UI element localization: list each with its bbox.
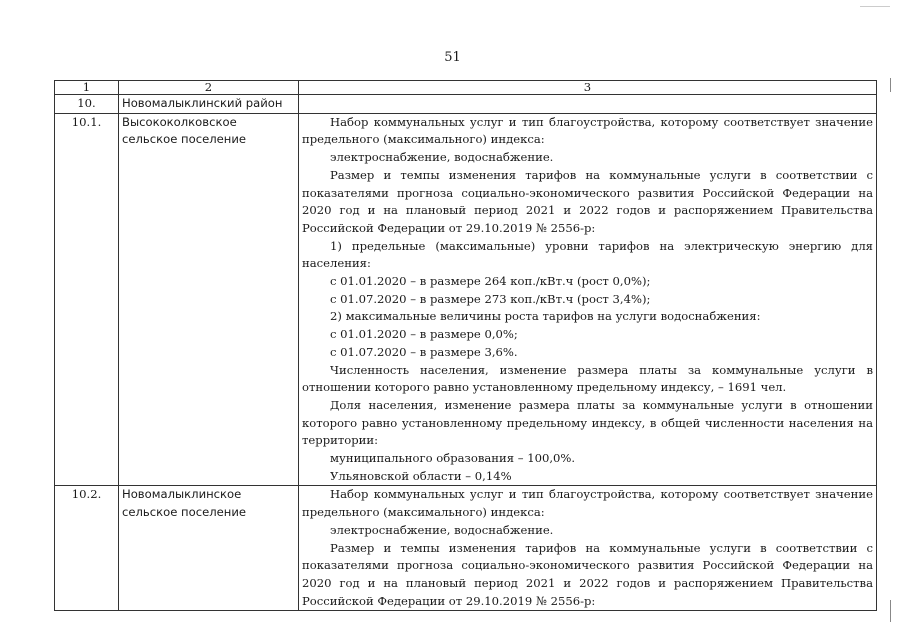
paragraph: Численность населения, изменение размера платы за коммунальные услуги в отношении которого равно установленному предельному индексу, – 1691 чел. — [302, 362, 873, 395]
section-number: 10. — [55, 95, 119, 114]
table-header-row — [55, 81, 877, 95]
settlement-name-line: Новомалыклинское — [122, 487, 242, 502]
row-number: 10.2. — [55, 486, 119, 611]
paragraph: Размер и темпы изменения тарифов на коммунальные услуги в соответствии с показателями прогноза социально-экономического развития Российской Федерации на 2020 год и на плановый период 2021 и 2022 годов и распоряжением Правительства Российской Федерации от 29.10.2019 № 2556-р: — [302, 167, 873, 235]
tariff-table — [54, 80, 877, 611]
paragraph: 2) максимальные величины роста тарифов на услуги водоснабжения: — [330, 309, 761, 324]
column-header-1: 1 — [55, 81, 119, 95]
paragraph: с 01.01.2020 – в размере 0,0%; — [330, 327, 518, 342]
section-row — [55, 95, 877, 114]
paragraph: Ульяновской области – 0,14% — [330, 468, 512, 483]
row-number: 10.1. — [55, 113, 119, 486]
paragraph: Набор коммунальных услуг и тип благоустройства, которому соответствует значение предельного (максимального) индекса: — [302, 487, 873, 520]
column-header-2: 2 — [119, 81, 299, 95]
paragraph: с 01.01.2020 – в размере 264 коп./кВт.ч (рост 0,0%); — [330, 274, 651, 289]
scan-mark — [860, 6, 890, 7]
table-row — [55, 486, 877, 611]
paragraph: муниципального образования – 100,0%. — [330, 451, 576, 466]
settlement-name-line: сельское поселение — [122, 132, 247, 147]
scan-mark — [890, 78, 891, 92]
row-description — [299, 113, 877, 486]
paragraph: Размер и темпы изменения тарифов на коммунальные услуги в соответствии с показателями прогноза социально-экономического развития Российской Федерации на 2020 год и на плановый период 2021 и 2022 годов и распоряжением Правительства Российской Федерации от 29.10.2019 № 2556-р: — [302, 540, 873, 608]
paragraph: электроснабжение, водоснабжение. — [330, 522, 554, 537]
paragraph: Набор коммунальных услуг и тип благоустройства, которому соответствует значение предельного (максимального) индекса: — [302, 114, 873, 147]
paragraph: электроснабжение, водоснабжение. — [330, 150, 554, 165]
row-description — [299, 486, 877, 611]
paragraph: с 01.07.2020 – в размере 3,6%. — [330, 344, 518, 359]
settlement-name-line: сельское поселение — [122, 505, 247, 520]
settlement-name-line: Высококолковское — [122, 114, 237, 129]
section-name: Новомалыклинский район — [119, 95, 299, 114]
table-row — [55, 113, 877, 486]
scan-mark — [890, 600, 891, 622]
paragraph: 1) предельные (максимальные) уровни тарифов на электрическую энергию для населения: — [302, 238, 873, 271]
settlement-name — [119, 113, 299, 486]
settlement-name — [119, 486, 299, 611]
column-header-3: 3 — [299, 81, 877, 95]
paragraph: Доля населения, изменение размера платы за коммунальные услуги в отношении которого равно установленному предельному индексу, в общей численности населения на территории: — [302, 397, 873, 448]
section-empty-cell — [299, 95, 877, 114]
paragraph: с 01.07.2020 – в размере 273 коп./кВт.ч (рост 3,4%); — [330, 291, 651, 306]
page-number: 51 — [444, 50, 461, 65]
